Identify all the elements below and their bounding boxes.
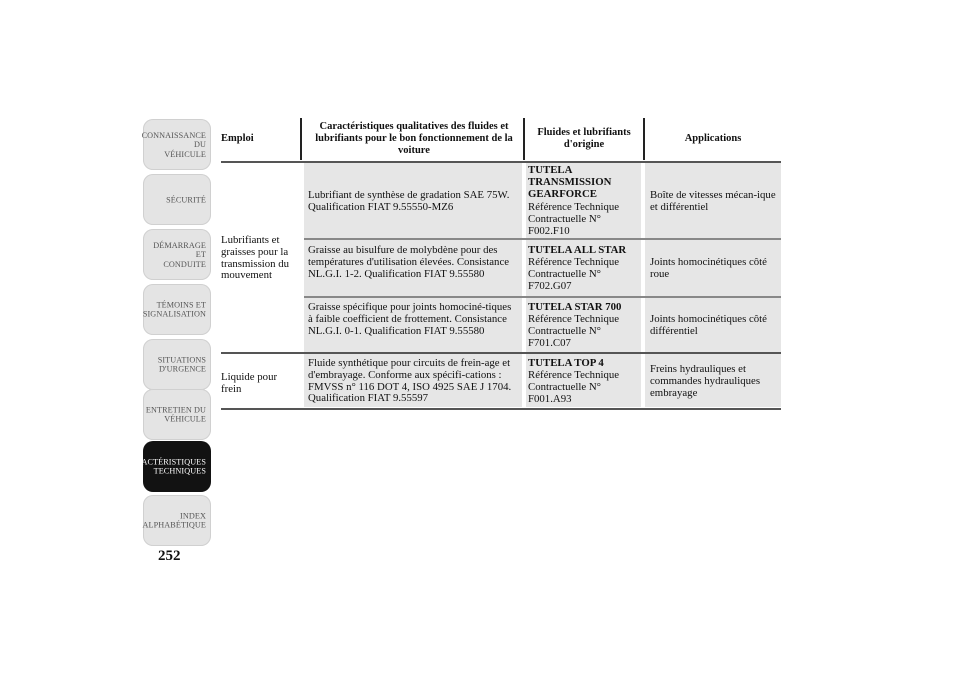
header-fluides: Fluides et lubrifiants d'origine xyxy=(537,127,631,150)
row-4-caracteristiques: Fluide synthétique pour circuits de frein-age et d'embrayage. Conforme aux spécifi-cations : FMVSS n° 116 DOT 4, ISO 4925 SAE J 1704. Qualification FIAT 9.55597 xyxy=(308,357,512,405)
rule-row-2 xyxy=(304,296,781,298)
tab-caracteristiques-techniques[interactable] xyxy=(124,441,211,492)
emploi-frein: Liquide pour frein xyxy=(221,371,278,395)
tab-label: SITUATIONS D'URGENCE xyxy=(157,355,206,374)
tab-label: INDEX ALPHABÉTIQUE xyxy=(142,511,206,530)
tab-label: DÉMARRAGE ET CONDUITE xyxy=(153,240,206,269)
rule-header-bottom xyxy=(221,161,781,163)
tab-demarrage-et-conduite[interactable] xyxy=(143,229,211,280)
tab-entretien-du-vehicule[interactable] xyxy=(143,389,211,440)
rule-v-header-2 xyxy=(523,118,525,160)
header-applications: Applications xyxy=(684,133,742,144)
tab-label: SÉCURITÉ xyxy=(166,194,206,204)
row-2-caracteristiques: Graisse au bisulfure de molybdène pour des températures d'utilisation élevées. Consistance NL.G.I. 1-2. Qualification FIAT 9.55580 xyxy=(308,244,510,280)
row-2-fluide-ref: Référence Technique Contractuelle N° F702.G07 xyxy=(528,256,620,292)
row-2-application: Joints homocinétiques côté roue xyxy=(650,256,767,280)
tab-label: TÉMOINS ET SIGNALISATION xyxy=(142,300,206,319)
header-emploi: Emploi xyxy=(221,133,254,144)
row-2-fluide-name: TUTELA ALL STAR xyxy=(528,244,627,256)
row-3-fluide-ref: Référence Technique Contractuelle N° F701.C07 xyxy=(528,313,620,349)
tab-situations-d-urgence[interactable] xyxy=(143,339,211,390)
tab-label: CONNAISSANCE DU VÉHICULE xyxy=(141,130,206,159)
rule-v-header-3 xyxy=(643,118,645,160)
tab-connaissance-du-vehicule[interactable] xyxy=(143,119,211,170)
row-1-fluide-ref: Référence Technique Contractuelle N° F002.F10 xyxy=(528,201,620,237)
row-1-fluide-name: TUTELA TRANSMISSION GEARFORCE xyxy=(528,164,612,200)
tab-label: CARACTÉRISTIQUES TECHNIQUES xyxy=(124,457,206,476)
row-4-fluide-name: TUTELA TOP 4 xyxy=(528,357,604,369)
rule-table-bottom xyxy=(221,408,781,410)
tab-label: ENTRETIEN DU VÉHICULE xyxy=(145,405,206,424)
tab-index-alphabetique[interactable] xyxy=(143,495,211,546)
row-4-fluide-ref: Référence Technique Contractuelle N° F001.A93 xyxy=(528,369,620,405)
tab-temoins-et-signalisation[interactable] xyxy=(143,284,211,335)
row-1-caracteristiques: Lubrifiant de synthèse de gradation SAE 75W. Qualification FIAT 9.55550-MZ6 xyxy=(308,189,510,213)
row-3-fluide-name: TUTELA STAR 700 xyxy=(528,301,622,313)
row-4-application: Freins hydrauliques et commandes hydrauliques embrayage xyxy=(650,363,761,399)
emploi-transmission: Lubrifiants et graisses pour la transmission du mouvement xyxy=(221,234,290,282)
header-caracteristiques: Caractéristiques qualitatives des fluides et lubrifiants pour le bon fonctionnement de la voiture xyxy=(315,121,513,156)
rule-row-3 xyxy=(221,352,781,354)
tab-securite[interactable] xyxy=(143,174,211,225)
rule-row-1 xyxy=(304,238,781,240)
page-number: 252 xyxy=(158,548,181,564)
rule-v-header-1 xyxy=(300,118,302,160)
row-1-application: Boîte de vitesses mécan-ique et différentiel xyxy=(650,189,776,213)
lubricants-table xyxy=(221,118,781,418)
row-3-application: Joints homocinétiques côté différentiel xyxy=(650,313,767,337)
row-3-caracteristiques: Graisse spécifique pour joints homociné-tiques à faible coefficient de frottement. Consistance NL.G.I. 0-1. Qualification FIAT 9.55580 xyxy=(308,301,512,337)
